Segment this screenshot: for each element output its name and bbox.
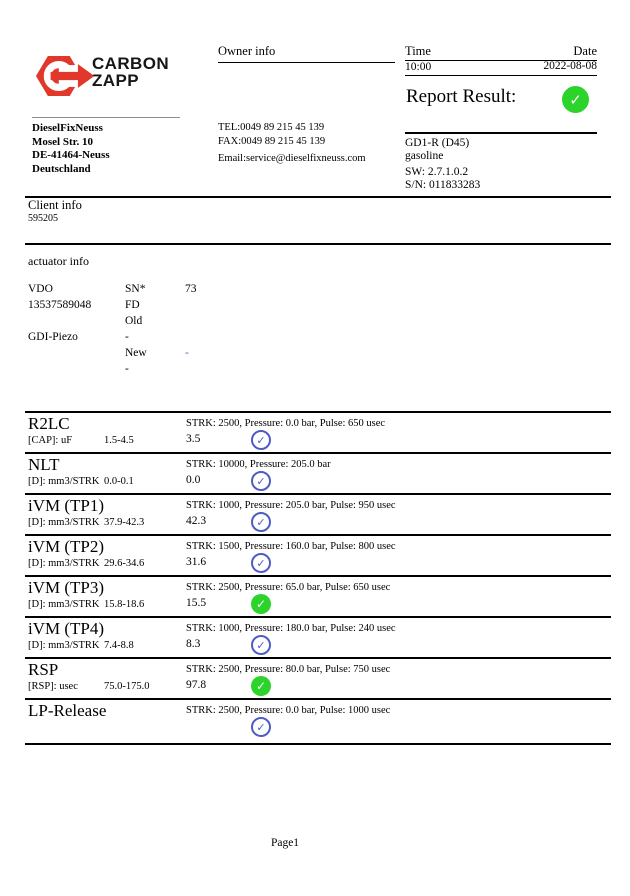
machine-model: GD1-R (D45): [405, 137, 470, 149]
machine-sw: SW: 2.7.1.0.2: [405, 166, 469, 178]
row-divider: [25, 657, 611, 659]
actuator-row: [28, 281, 428, 297]
test-value: 15.5: [186, 597, 207, 609]
test-results-table: [0, 411, 630, 745]
test-unit-label: [CAP]: uF: [28, 435, 73, 446]
test-parameters: STRK: 2500, Pressure: 80.0 bar, Pulse: 750 usec: [186, 664, 391, 675]
report-result-check-icon: ✓: [562, 86, 589, 113]
section-divider: [25, 243, 611, 245]
test-row: [0, 493, 630, 534]
test-row: [0, 698, 630, 745]
actuator-row: [28, 361, 428, 377]
actuator-cell-mid: FD: [125, 299, 140, 311]
table-bottom-border: [25, 743, 611, 745]
actuator-cell-mid: -: [125, 363, 129, 375]
actuator-row: [28, 345, 428, 361]
actuator-info-label: actuator info: [28, 254, 89, 268]
address-divider: [32, 117, 180, 118]
time-label: Time: [405, 44, 431, 58]
actuator-cell-left: [28, 313, 125, 329]
actuator-cell-right: -: [185, 347, 189, 359]
actuator-cell-left: 13537589048: [28, 299, 92, 311]
owner-info-header: Owner info: [218, 44, 395, 63]
test-value: 3.5: [186, 433, 201, 445]
test-range: 29.6-34.6: [104, 558, 145, 569]
actuator-cell-right: [185, 361, 428, 377]
logo-line2: ZAPP: [92, 71, 139, 90]
actuator-cell-right: [185, 329, 428, 345]
status-check-icon: ✓: [251, 471, 271, 491]
test-name: iVM (TP3): [28, 578, 105, 597]
actuator-cell-right: [185, 313, 428, 329]
test-value: 0.0: [186, 474, 201, 486]
page-number: Page1: [270, 837, 300, 849]
actuator-row: [28, 297, 428, 313]
status-check-icon: ✓: [251, 717, 271, 737]
row-divider: [25, 616, 611, 618]
actuator-cell-mid: SN*: [125, 283, 146, 295]
test-range: 37.9-42.3: [104, 517, 145, 528]
test-name: R2LC: [28, 414, 70, 433]
status-check-icon: ✓: [251, 430, 271, 450]
test-parameters: STRK: 2500, Pressure: 0.0 bar, Pulse: 650 usec: [186, 418, 386, 429]
row-divider: [25, 411, 611, 413]
logo-wordmark: [92, 55, 169, 89]
test-range: 15.8-18.6: [104, 599, 145, 610]
test-value: 8.3: [186, 638, 201, 650]
row-divider: [25, 698, 611, 700]
row-divider: [25, 493, 611, 495]
row-divider: [25, 575, 611, 577]
owner-country: Deutschland: [32, 162, 91, 175]
test-row: [0, 616, 630, 657]
test-parameters: STRK: 10000, Pressure: 205.0 bar: [186, 459, 331, 470]
test-value: 97.8: [186, 679, 207, 691]
owner-street: Mosel Str. 10: [32, 135, 94, 148]
date-label: Date: [573, 44, 597, 58]
logo-line1: CARBON: [92, 54, 170, 73]
actuator-cell-left: [28, 345, 125, 361]
test-name: NLT: [28, 455, 60, 474]
test-parameters: STRK: 1000, Pressure: 180.0 bar, Pulse: 240 usec: [186, 623, 396, 634]
report-result-label: Report Result:: [406, 86, 517, 107]
actuator-row: [28, 329, 428, 345]
row-divider: [25, 452, 611, 454]
test-range: 7.4-8.8: [104, 640, 134, 651]
test-row: [0, 534, 630, 575]
owner-city: DE-41464-Neuss: [32, 149, 110, 161]
test-unit-label: [D]: mm3/STRK: [28, 599, 100, 610]
actuator-cell-left: GDI-Piezo: [28, 331, 78, 343]
test-range: 1.5-4.5: [104, 435, 134, 446]
test-name: RSP: [28, 660, 59, 679]
section-divider: [25, 196, 611, 198]
client-info-label: Client info: [28, 198, 82, 212]
owner-name: DieselFixNeuss: [32, 122, 103, 134]
test-unit-label: [D]: mm3/STRK: [28, 476, 100, 487]
owner-email: Email:service@dieselfixneuss.com: [218, 153, 366, 164]
actuator-row: [28, 313, 428, 329]
test-range: 0.0-0.1: [104, 476, 134, 487]
date-value: 2022-08-08: [543, 60, 597, 72]
test-unit-label: [D]: mm3/STRK: [28, 517, 100, 528]
test-name: LP-Release: [28, 701, 107, 720]
test-row: [0, 657, 630, 698]
test-name: iVM (TP4): [28, 619, 105, 638]
actuator-cell-mid: Old: [125, 315, 143, 327]
owner-tel: TEL:0049 89 215 45 139: [218, 122, 325, 133]
test-parameters: STRK: 2500, Pressure: 0.0 bar, Pulse: 1000 usec: [186, 705, 391, 716]
actuator-cell-mid: New: [125, 347, 147, 359]
test-row: [0, 411, 630, 452]
test-value: 31.6: [186, 556, 207, 568]
status-check-icon: ✓: [251, 553, 271, 573]
actuator-table: [28, 281, 428, 377]
test-parameters: STRK: 1000, Pressure: 205.0 bar, Pulse: 950 usec: [186, 500, 396, 511]
client-info-value: 595205: [28, 213, 58, 224]
actuator-cell-left: VDO: [28, 283, 53, 295]
test-name: iVM (TP2): [28, 537, 105, 556]
status-check-icon: ✓: [251, 594, 271, 614]
actuator-cell-mid: -: [125, 331, 129, 343]
row-divider: [25, 534, 611, 536]
test-range: 75.0-175.0: [104, 681, 150, 692]
owner-contact: [218, 121, 366, 166]
actuator-cell-right: [185, 297, 428, 313]
carbonzapp-logo-icon: [36, 51, 98, 101]
owner-fax: FAX:0049 89 215 45 139: [218, 136, 326, 147]
test-parameters: STRK: 1500, Pressure: 160.0 bar, Pulse: 800 usec: [186, 541, 396, 552]
actuator-cell-right: 73: [185, 283, 197, 295]
machine-info: [405, 137, 480, 192]
status-check-icon: ✓: [251, 676, 271, 696]
status-check-icon: ✓: [251, 635, 271, 655]
test-row: [0, 452, 630, 493]
test-unit-label: [RSP]: usec: [28, 681, 78, 692]
test-value: 42.3: [186, 515, 207, 527]
time-date-block: [405, 44, 597, 76]
test-row: [0, 575, 630, 616]
time-value: 10:00: [405, 61, 432, 73]
actuator-cell-left: [28, 361, 125, 377]
machine-divider: [405, 132, 597, 134]
test-name: iVM (TP1): [28, 496, 105, 515]
status-check-icon: ✓: [251, 512, 271, 532]
test-unit-label: [D]: mm3/STRK: [28, 640, 100, 651]
machine-sn: S/N: 011833283: [405, 179, 481, 191]
test-unit-label: [D]: mm3/STRK: [28, 558, 100, 569]
owner-address: [32, 122, 110, 176]
test-parameters: STRK: 2500, Pressure: 65.0 bar, Pulse: 650 usec: [186, 582, 391, 593]
machine-fuel: gasoline: [405, 150, 444, 162]
